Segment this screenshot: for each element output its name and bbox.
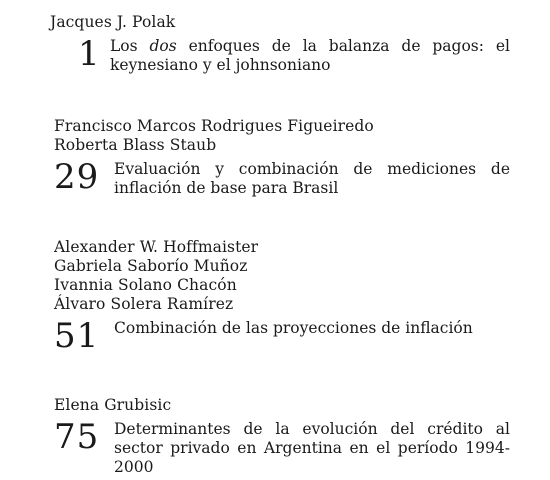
title-text: Los — [110, 37, 150, 55]
title-emphasis: dos — [149, 37, 177, 55]
page-number: 51 — [54, 316, 100, 356]
toc-entry — [54, 117, 510, 198]
toc-item — [50, 35, 510, 75]
article-title[interactable] — [110, 35, 510, 75]
author-name: Jacques J. Polak — [50, 13, 176, 31]
toc-entry — [50, 13, 510, 75]
toc-item — [54, 418, 510, 477]
author-name: Álvaro Solera Ramírez — [54, 295, 234, 313]
author-name: Roberta Blass Staub — [54, 136, 217, 154]
toc-entry — [54, 396, 510, 477]
author-name: Ivannia Solano Chacón — [54, 276, 237, 294]
author-name: Alexander W. Hoffmaister — [54, 238, 259, 256]
author-name: Francisco Marcos Rodrigues Figueiredo — [54, 117, 374, 135]
article-title[interactable]: Determinantes de la evolución del crédito al sector privado en Argentina en el período 1994-2000 — [114, 420, 510, 476]
page-number: 75 — [54, 417, 100, 457]
toc-entry — [54, 238, 510, 356]
page-number: 29 — [54, 157, 100, 197]
title-text: enfoques de la balanza de pagos: el keynesiano y el johnsoniano — [110, 37, 510, 74]
author-name: Gabriela Saborío Muñoz — [54, 257, 248, 275]
article-title[interactable]: Combinación de las proyecciones de inflación — [114, 319, 473, 337]
toc-item — [54, 316, 510, 356]
article-title[interactable]: Evaluación y combinación de mediciones de inflación de base para Brasil — [114, 160, 510, 197]
toc-item — [54, 158, 510, 198]
author-name: Elena Grubisic — [54, 396, 172, 414]
page-number: 1 — [78, 34, 101, 74]
